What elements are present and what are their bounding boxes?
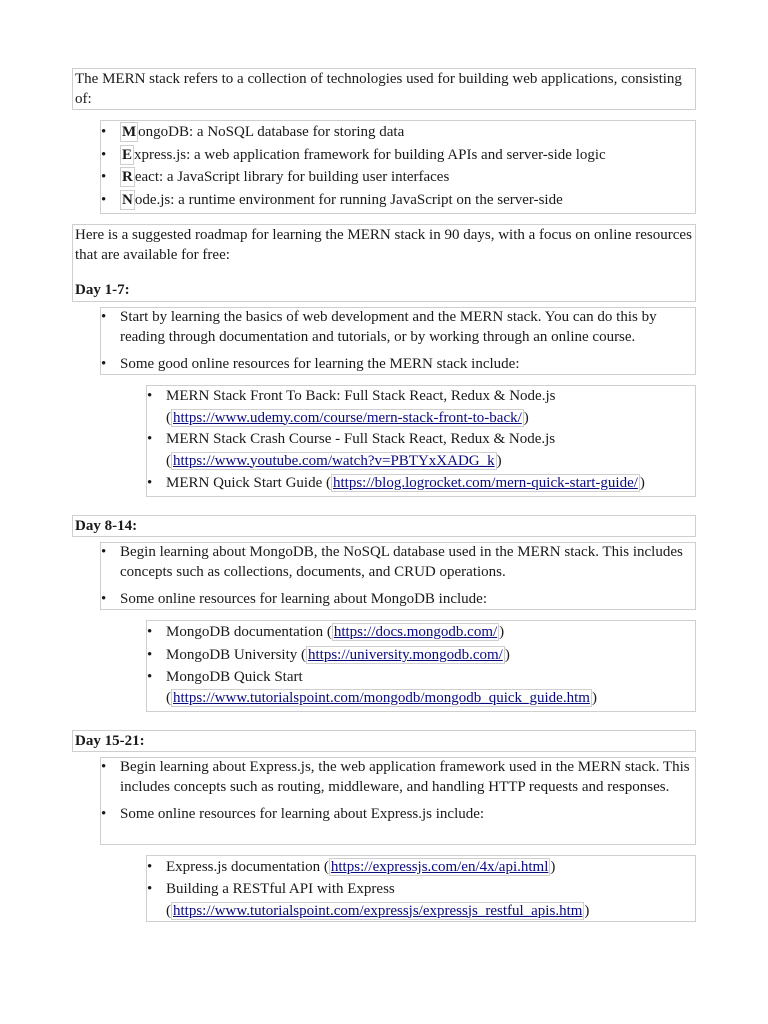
bullet-icon: • — [101, 759, 107, 775]
bullet-icon: • — [101, 169, 107, 185]
day-15-21-heading: Day 15-21: — [75, 733, 145, 749]
intro-block — [72, 68, 696, 110]
close-paren: ) — [496, 452, 502, 469]
roadmap-intro-paragraph: Here is a suggested roadmap for learning the MERN stack in 90 days, with a focus on online resources that are available for free: — [75, 227, 692, 263]
bullet-icon: • — [147, 881, 153, 897]
resource-item — [147, 644, 695, 667]
stack-letter: E — [122, 146, 133, 163]
resource-title: Express.js documentation — [166, 859, 321, 875]
mongodb-university-link[interactable]: https://university.mongodb.com/ — [308, 647, 503, 663]
list-item-text: Begin learning about Express.js, the web application framework used in the MERN stack. This includes concepts such as routing, middleware, and handling HTTP requests and responses. — [120, 759, 690, 795]
resource-item — [147, 621, 695, 644]
resource-title: MERN Stack Front To Back: Full Stack React, Redux & Node.js — [166, 388, 556, 404]
bullet-icon: • — [147, 431, 153, 447]
mern-stack-list — [100, 120, 696, 214]
mongodb-quick-guide-link[interactable]: https://www.tutorialspoint.com/mongodb/mongodb_quick_guide.htm — [173, 690, 590, 706]
resource-title: MongoDB University — [166, 647, 298, 663]
resource-title: MongoDB documentation — [166, 624, 324, 640]
list-item — [101, 590, 695, 610]
open-paren: ( — [323, 859, 329, 875]
resource-title: MERN Quick Start Guide — [166, 475, 323, 491]
bullet-icon: • — [101, 544, 107, 560]
close-paren: ) — [584, 902, 590, 919]
list-item-text: Start by learning the basics of web development and the MERN stack. You can do this by reading through documentation and tutorials, or by working through an online course. — [120, 309, 657, 345]
day-1-7-heading: Day 1-7: — [75, 282, 130, 298]
day-8-14-heading-box — [72, 515, 696, 537]
open-paren: ( — [301, 647, 306, 663]
stack-description: ongoDB: a NoSQL database for storing data — [138, 124, 405, 140]
bullet-icon: • — [101, 591, 107, 607]
open-paren: ( — [325, 475, 331, 491]
list-item-text: Begin learning about MongoDB, the NoSQL database used in the MERN stack. This includes concepts such as collections, documents, and CRUD operations. — [120, 544, 683, 580]
list-item-text: Some online resources for learning about MongoDB include: — [120, 591, 488, 607]
youtube-link[interactable]: https://www.youtube.com/watch?v=PBTYxXADG_k — [173, 452, 495, 469]
day-8-14-resources — [146, 620, 696, 712]
list-item — [101, 308, 695, 347]
resource-item — [147, 856, 695, 879]
day-1-7-resources — [146, 385, 696, 497]
open-paren: ( — [166, 452, 171, 469]
open-paren: ( — [166, 409, 171, 426]
close-paren: ) — [504, 647, 510, 663]
list-item — [101, 121, 695, 144]
day-8-14-bullets — [100, 542, 696, 610]
day-15-21-bullets — [100, 757, 696, 845]
mongodb-docs-link[interactable]: https://docs.mongodb.com/ — [333, 624, 498, 640]
close-paren: ) — [499, 624, 505, 640]
stack-letter: R — [122, 169, 133, 185]
bullet-icon: • — [101, 124, 107, 140]
list-item-text: Some online resources for learning about Express.js include: — [120, 806, 485, 822]
list-item — [101, 144, 695, 167]
resource-item — [147, 386, 695, 429]
resource-title: MERN Stack Crash Course - Full Stack React, Redux & Node.js — [166, 431, 556, 447]
stack-letter: N — [122, 191, 133, 208]
bullet-icon: • — [147, 388, 153, 404]
list-item — [101, 805, 695, 825]
close-paren: ) — [550, 859, 556, 875]
stack-description: eact: a JavaScript library for building user interfaces — [134, 169, 450, 185]
day-15-21-heading-box — [72, 730, 696, 752]
bullet-icon: • — [147, 647, 153, 663]
resource-item — [147, 429, 695, 472]
list-item — [101, 189, 695, 212]
bullet-icon: • — [147, 624, 153, 640]
list-item — [101, 758, 695, 797]
expressjs-docs-link[interactable]: https://expressjs.com/en/4x/api.html — [330, 859, 549, 875]
close-paren: ) — [591, 690, 597, 706]
bullet-icon: • — [147, 475, 153, 491]
resource-title: Building a RESTful API with Express — [166, 881, 395, 897]
stack-letter: M — [122, 124, 137, 140]
close-paren: ) — [639, 475, 645, 491]
bullet-icon: • — [147, 669, 153, 685]
list-item — [101, 355, 695, 375]
logrocket-link[interactable]: https://blog.logrocket.com/mern-quick-start-guide/ — [332, 475, 638, 491]
bullet-icon: • — [101, 191, 107, 208]
open-paren: ( — [326, 624, 332, 640]
express-restful-api-link[interactable]: https://www.tutorialspoint.com/expressjs/expressjs_restful_apis.htm — [173, 902, 583, 919]
open-paren: ( — [166, 690, 171, 706]
bullet-icon: • — [101, 309, 107, 325]
bullet-icon: • — [147, 859, 153, 875]
list-item-text: Some good online resources for learning the MERN stack include: — [120, 356, 520, 372]
bullet-icon: • — [101, 806, 107, 822]
roadmap-intro-block — [72, 224, 696, 302]
resource-title: MongoDB Quick Start — [166, 669, 303, 685]
day-1-7-bullets — [100, 307, 696, 375]
open-paren: ( — [166, 902, 171, 919]
bullet-icon: • — [101, 146, 107, 163]
day-15-21-resources — [146, 855, 696, 922]
day-8-14-heading: Day 8-14: — [75, 518, 138, 534]
stack-description: xpress.js: a web application framework for building APIs and server-side logic — [134, 146, 606, 163]
bullet-icon: • — [101, 356, 107, 372]
list-item — [101, 543, 695, 582]
close-paren: ) — [523, 409, 529, 426]
resource-item — [147, 879, 695, 922]
intro-paragraph: The MERN stack refers to a collection of technologies used for building web applications, consisting of: — [75, 71, 682, 107]
udemy-link[interactable]: https://www.udemy.com/course/mern-stack-front-to-back/ — [173, 409, 522, 426]
resource-item — [147, 667, 695, 709]
stack-description: ode.js: a runtime environment for running JavaScript on the server-side — [134, 191, 563, 208]
list-item — [101, 166, 695, 189]
resource-item — [147, 472, 695, 494]
